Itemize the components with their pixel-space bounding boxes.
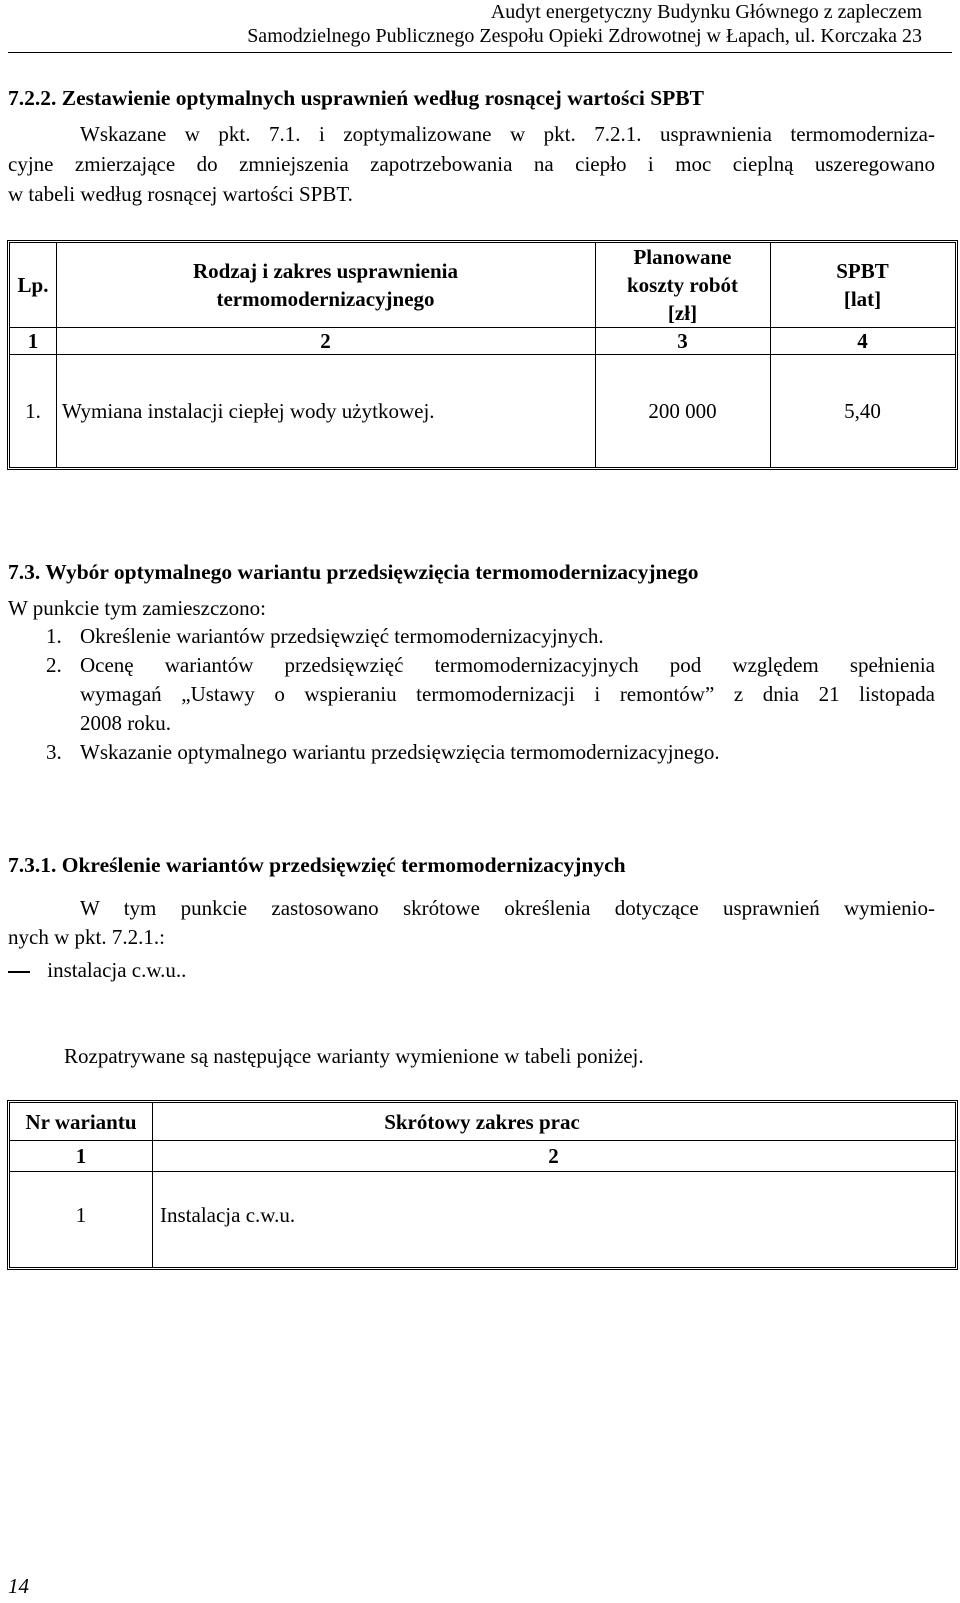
section-731-para-line-1: W tym punkcie zastosowano skrótowe określenia dotyczące usprawnień wymienio-	[80, 896, 935, 920]
table1-header-koszty	[595, 243, 770, 327]
section-73-item-2-line-3: 2008 roku.	[80, 711, 171, 735]
table1-header-spbt-line-1: SPBT	[836, 259, 889, 283]
table1-row-koszty: 200 000	[648, 398, 717, 423]
table2-row-zakres: Instalacja c.w.u.	[160, 1203, 296, 1227]
header-line-1: Audyt energetyczny Budynku Głównego z zapleczem	[490, 1, 922, 23]
table1-row-spbt: 5,40	[844, 398, 881, 423]
table1-header-spbt	[770, 243, 955, 327]
section-73-item-3-text: Wskazanie optymalnego wariantu przedsięwzięcia termomodernizacyjnego.	[80, 740, 720, 764]
section-73-item-1-num: 1.	[46, 624, 62, 648]
section-73-item-2-line-1: Ocenę wariantów przedsięwzięć termomodernizacyjnych pod względem spełnienia	[80, 653, 935, 677]
table1-row-lp: 1.	[25, 398, 41, 423]
table1-header-koszty-line-2: koszty robót	[626, 273, 739, 297]
table1-header-rodzaj-line-1: Rodzaj i zakres usprawnienia	[192, 259, 459, 283]
table1-header-rodzaj	[56, 243, 595, 327]
table2-colnum-2: 2	[548, 1143, 559, 1168]
page-number: 14	[8, 1574, 29, 1598]
table1-header-koszty-line-1: Planowane	[633, 245, 732, 269]
table1-colnum-4: 4	[857, 328, 868, 353]
section-73-intro: W punkcie tym zamieszczono:	[8, 596, 266, 620]
section-731-para2: Rozpatrywane są następujące warianty wymienione w tabeli poniżej.	[64, 1044, 644, 1068]
table1-colnum-1: 1	[27, 328, 39, 353]
section-731-para-line-2: nych w pkt. 7.2.1.:	[8, 925, 165, 949]
section-722-para-line-3: w tabeli według rosnącej wartości SPBT.	[8, 182, 353, 206]
table2-row-nr: 1	[75, 1203, 87, 1227]
table1-header-rodzaj-line-2: termomodernizacyjnego	[216, 287, 435, 311]
table1-header-koszty-line-3: [zł]	[667, 301, 698, 325]
section-73-heading: 7.3. Wybór optymalnego wariantu przedsięwzięcia termomodernizacyjnego	[8, 560, 699, 584]
table1-header-spbt-line-2: [lat]	[843, 287, 882, 311]
page-header	[247, 0, 922, 48]
section-73-item-3-num: 3.	[46, 740, 62, 764]
header-divider	[8, 52, 952, 53]
section-73-item-1-text: Określenie wariantów przedsięwzięć termomodernizacyjnych.	[80, 624, 604, 648]
table1-colnum-2: 2	[320, 328, 331, 353]
section-722-para-line-1: Wskazane w pkt. 7.1. i zoptymalizowane w pkt. 7.2.1. usprawnienia termomoderniza-	[80, 122, 935, 146]
table2-header-zakres: Skrótowy zakres prac	[384, 1109, 580, 1134]
section-722-heading: 7.2.2. Zestawienie optymalnych usprawnień według rosnącej wartości SPBT	[8, 86, 704, 110]
section-731-bullet-text: instalacja c.w.u..	[47, 958, 187, 982]
table2-colnum-1: 1	[75, 1143, 87, 1168]
section-731-bullet	[8, 956, 186, 985]
header-line-2: Samodzielnego Publicznego Zespołu Opieki Zdrowotnej w Łapach, ul. Korczaka 23	[247, 25, 922, 47]
variants-table	[7, 1100, 958, 1270]
table1-header-lp: Lp.	[17, 273, 49, 297]
spbt-table	[7, 240, 958, 470]
table1-colnum-3: 3	[677, 328, 688, 353]
section-73-item-2-num: 2.	[46, 653, 62, 677]
dash-bullet-icon	[8, 971, 30, 973]
section-73-item-2-line-2: wymagań „Ustawy o wspieraniu termomodernizacji i remontów” z dnia 21 listopada	[80, 682, 935, 706]
section-722-para-line-2: cyjne zmierzające do zmniejszenia zapotrzebowania na ciepło i moc cieplną uszeregowano	[8, 152, 935, 176]
table1-row-rodzaj: Wymiana instalacji ciepłej wody użytkowej.	[62, 398, 435, 423]
section-731-heading: 7.3.1. Określenie wariantów przedsięwzięć termomodernizacyjnych	[8, 853, 626, 877]
table2-header-nr: Nr wariantu	[25, 1109, 137, 1134]
